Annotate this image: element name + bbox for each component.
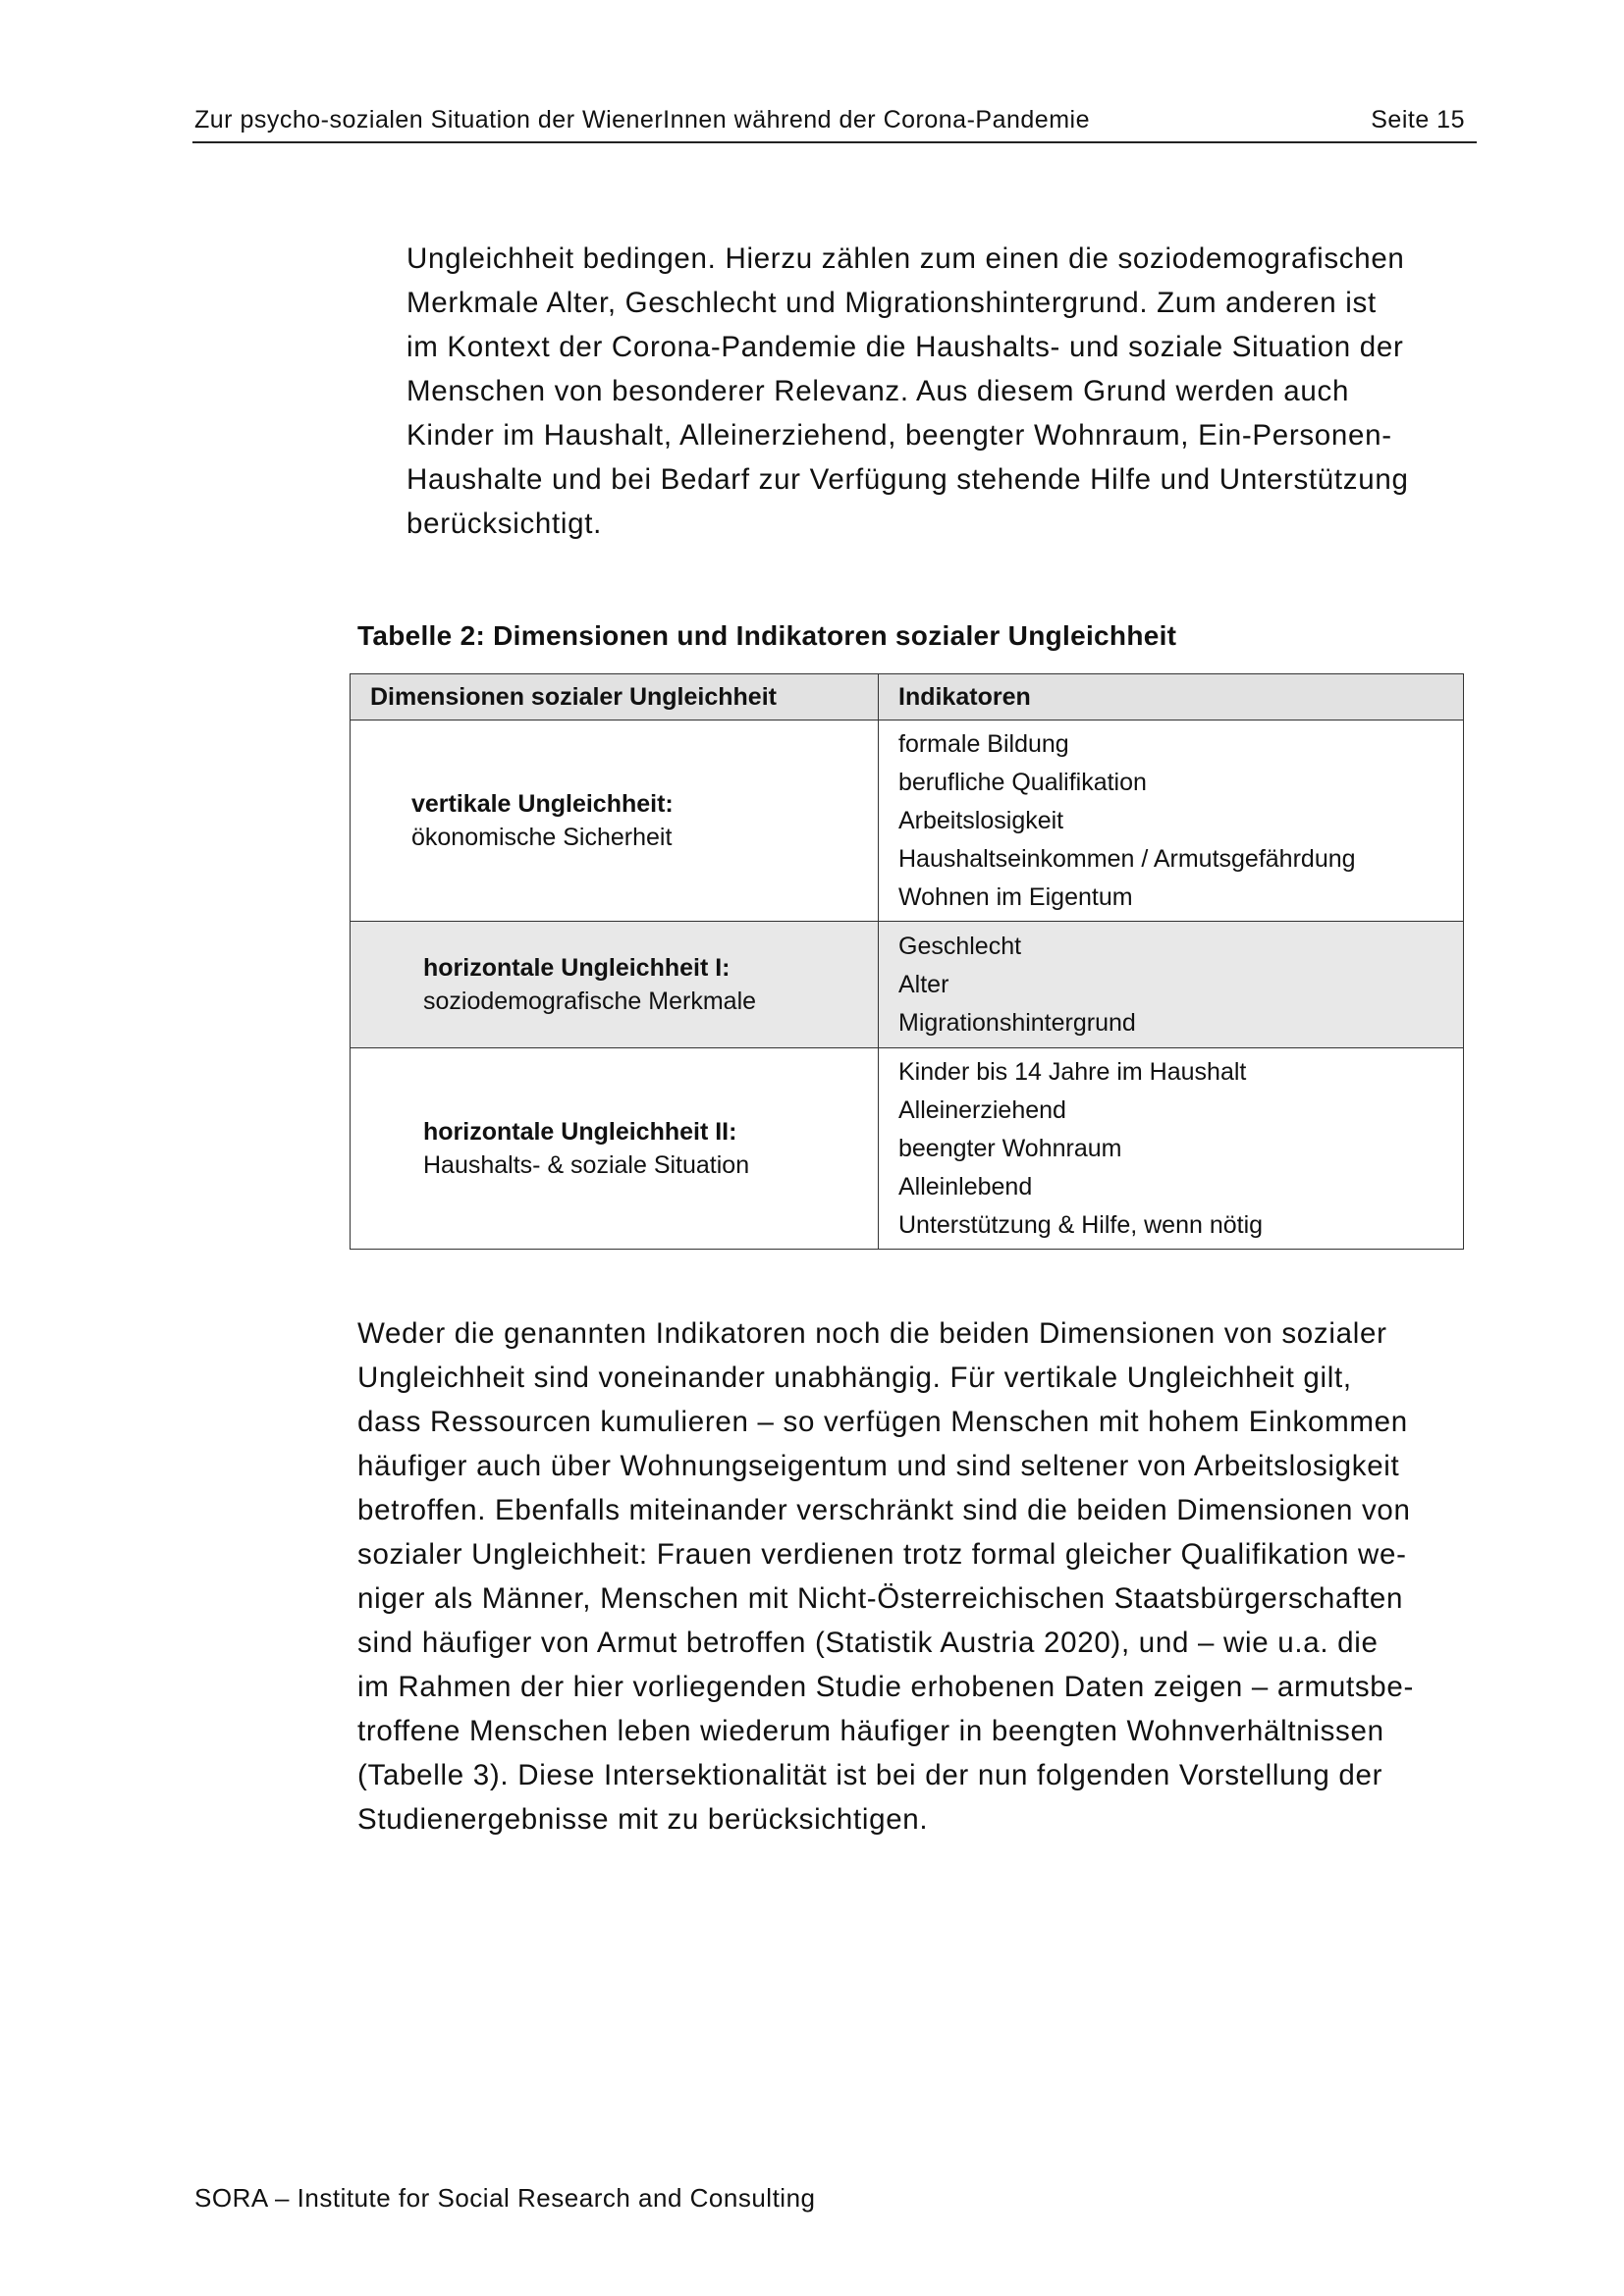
paragraph-line: Studienergebnisse mit zu berücksichtigen.	[357, 1803, 929, 1836]
indicator-cell	[879, 721, 1464, 922]
indicator-item: berufliche Qualifikation	[898, 768, 1147, 796]
paragraph-line: niger als Männer, Menschen mit Nicht-Österreichischen Staatsbürgerschaften	[357, 1582, 1404, 1615]
indicator-item: Wohnen im Eigentum	[898, 882, 1133, 911]
paragraph-intersectionality	[357, 1311, 1487, 1842]
dimension-cell	[351, 1048, 879, 1250]
paragraph-line: dass Ressourcen kumulieren – so verfügen Menschen mit hohem Einkommen	[357, 1406, 1408, 1438]
dimension-subtitle: Haushalts- & soziale Situation	[423, 1151, 750, 1179]
indicator-item: Geschlecht	[898, 932, 1022, 960]
indicator-item: Haushaltseinkommen / Armutsgefährdung	[898, 844, 1356, 873]
dimension-cell	[351, 922, 879, 1048]
dimensions-table	[350, 673, 1464, 1250]
indicator-item: Alter	[898, 970, 949, 998]
indicator-item: Arbeitslosigkeit	[898, 806, 1064, 834]
column-header-dimensions: Dimensionen sozialer Ungleichheit	[351, 674, 879, 721]
dimension-subtitle: soziodemografische Merkmale	[423, 988, 757, 1015]
table-row	[351, 922, 1464, 1048]
indicator-item: formale Bildung	[898, 729, 1069, 758]
paragraph-line: Weder die genannten Indikatoren noch die beiden Dimensionen von sozialer	[357, 1317, 1387, 1350]
indicator-item: beengter Wohnraum	[898, 1134, 1122, 1162]
header-title: Zur psycho-sozialen Situation der WienerInnen während der Corona-Pandemie	[194, 106, 1090, 133]
indicator-item: Kinder bis 14 Jahre im Haushalt	[898, 1057, 1247, 1086]
paragraph-intro	[406, 237, 1487, 546]
paragraph-line: Merkmale Alter, Geschlecht und Migrationshintergrund. Zum anderen ist	[406, 287, 1377, 319]
paragraph-line: im Kontext der Corona-Pandemie die Haushalts- und soziale Situation der	[406, 331, 1404, 363]
paragraph-line: Kinder im Haushalt, Alleinerziehend, beengter Wohnraum, Ein-Personen-	[406, 419, 1392, 452]
dimension-cell	[351, 721, 879, 922]
dimension-subtitle: ökonomische Sicherheit	[411, 824, 673, 851]
table-header-row	[351, 674, 1464, 721]
dimension-title: horizontale Ungleichheit II:	[423, 1118, 737, 1146]
paragraph-line: Ungleichheit bedingen. Hierzu zählen zum einen die soziodemografischen	[406, 242, 1405, 275]
paragraph-line: (Tabelle 3). Diese Intersektionalität ist bei der nun folgenden Vorstellung der	[357, 1759, 1383, 1791]
paragraph-line: Menschen von besonderer Relevanz. Aus diesem Grund werden auch	[406, 375, 1350, 407]
paragraph-line: troffene Menschen leben wiederum häufiger in beengten Wohnverhältnissen	[357, 1715, 1384, 1747]
dimension-title: horizontale Ungleichheit I:	[423, 954, 731, 982]
paragraph-line: im Rahmen der hier vorliegenden Studie erhobenen Daten zeigen – armutsbe-	[357, 1671, 1415, 1703]
paragraph-line: Ungleichheit sind voneinander unabhängig. Für vertikale Ungleichheit gilt,	[357, 1362, 1352, 1394]
indicator-cell	[879, 922, 1464, 1048]
indicator-item: Alleinlebend	[898, 1172, 1033, 1201]
paragraph-line: sind häufiger von Armut betroffen (Statistik Austria 2020), und – wie u.a. die	[357, 1627, 1379, 1659]
table-row	[351, 721, 1464, 922]
paragraph-line: Haushalte und bei Bedarf zur Verfügung stehende Hilfe und Unterstützung	[406, 463, 1409, 496]
column-header-indicators: Indikatoren	[879, 674, 1464, 721]
dimension-title: vertikale Ungleichheit:	[411, 790, 674, 818]
page-footer: SORA – Institute for Social Research and Consulting	[194, 2183, 816, 2213]
indicator-item: Unterstützung & Hilfe, wenn nötig	[898, 1210, 1264, 1239]
paragraph-line: sozialer Ungleichheit: Frauen verdienen trotz formal gleicher Qualifikation we-	[357, 1538, 1407, 1571]
table-caption: Tabelle 2: Dimensionen und Indikatoren sozialer Ungleichheit	[357, 620, 1177, 651]
paragraph-line: betroffen. Ebenfalls miteinander verschränkt sind die beiden Dimensionen von	[357, 1494, 1411, 1526]
paragraph-line: häufiger auch über Wohnungseigentum und sind seltener von Arbeitslosigkeit	[357, 1450, 1400, 1482]
table-row	[351, 1048, 1464, 1250]
paragraph-line: berücksichtigt.	[406, 507, 603, 540]
indicator-cell	[879, 1048, 1464, 1250]
page-number: Seite 15	[1371, 106, 1465, 133]
indicator-item: Alleinerziehend	[898, 1095, 1066, 1124]
indicator-item: Migrationshintergrund	[898, 1008, 1136, 1037]
page-header	[192, 106, 1477, 143]
